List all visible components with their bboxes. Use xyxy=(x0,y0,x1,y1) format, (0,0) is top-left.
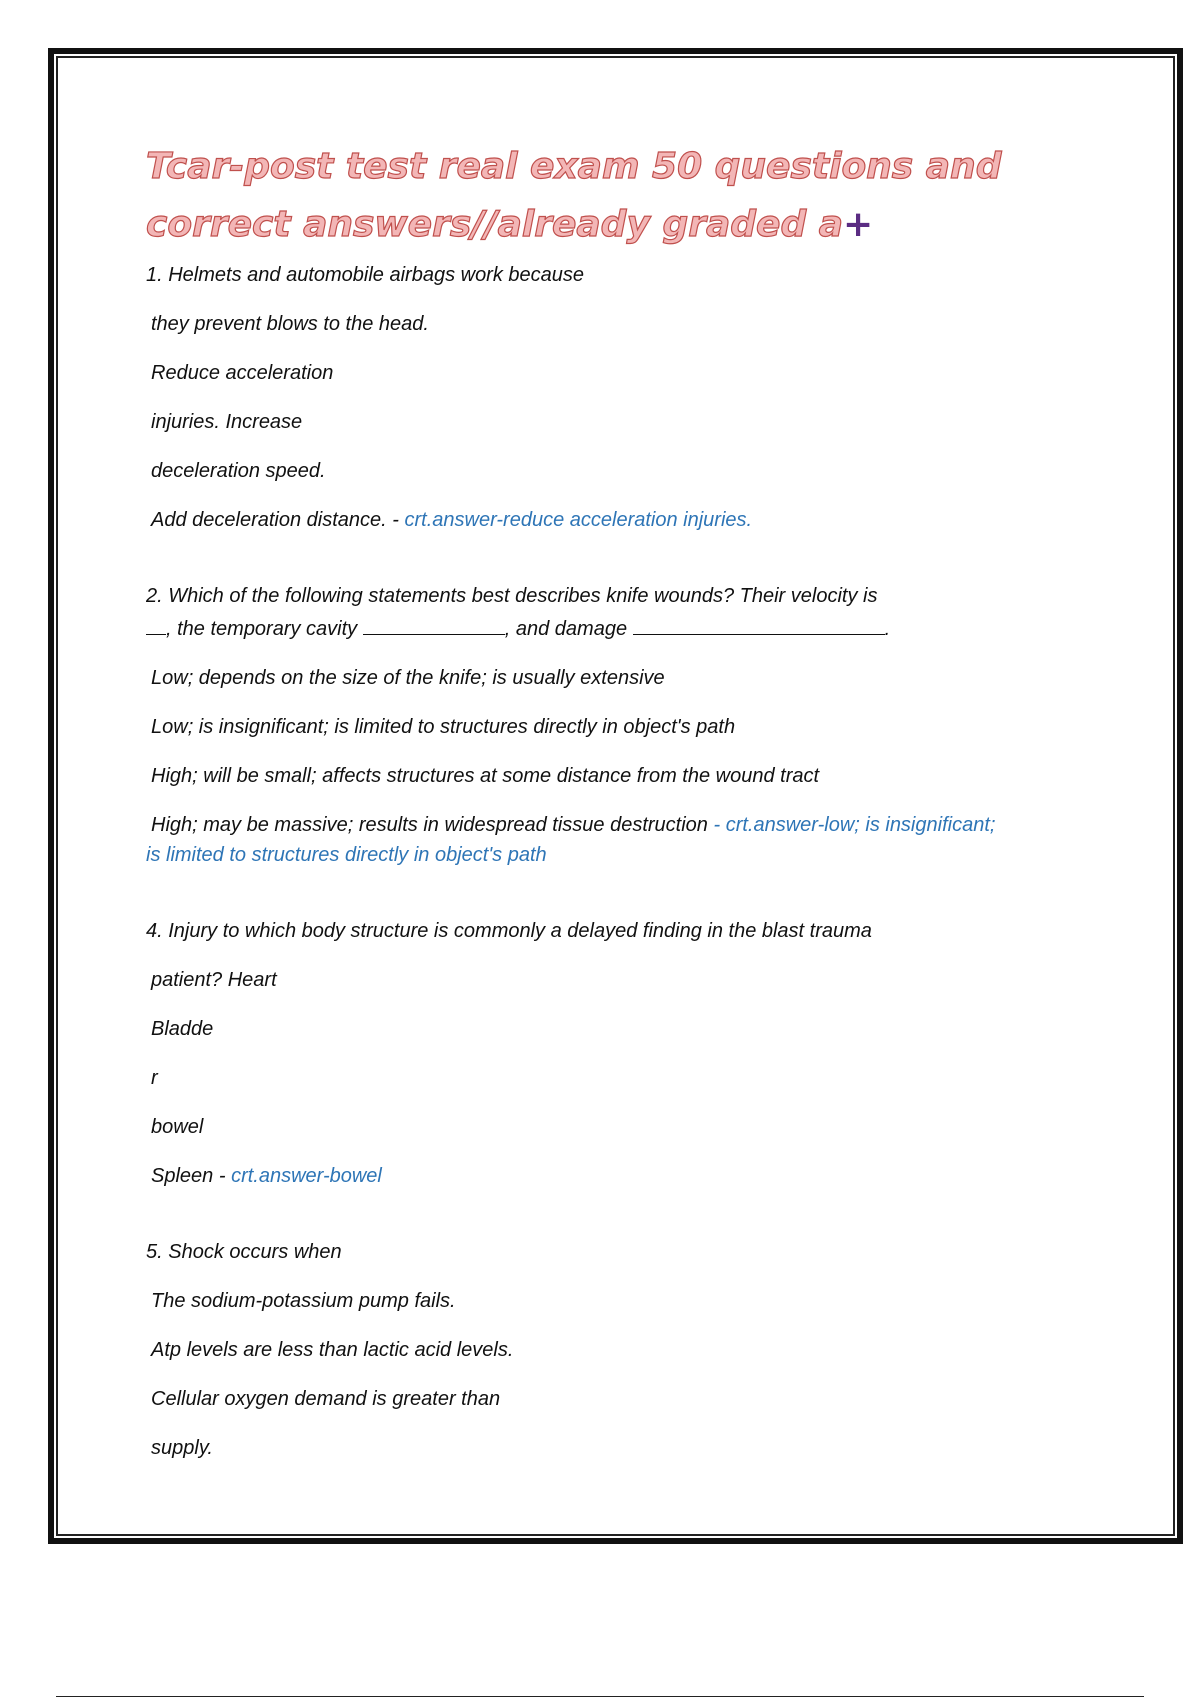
option-text: Add deceleration distance. - xyxy=(151,509,399,531)
answer-option-last xyxy=(146,505,1096,535)
correct-answer: crt.answer-bowel xyxy=(231,1165,382,1187)
correct-answer: - crt.answer-low; is insignificant; xyxy=(713,814,996,836)
answer-option-last xyxy=(146,810,1096,840)
option-text: Spleen - xyxy=(151,1165,226,1187)
blank-velocity xyxy=(146,618,166,635)
question-stem: 1. Helmets and automobile airbags work because xyxy=(146,264,585,286)
question-4 xyxy=(146,916,1096,1191)
correct-answer-continued: is limited to structures directly in object's path xyxy=(146,844,547,866)
answer-option: High; will be small; affects structures at some distance from the wound tract xyxy=(151,765,820,787)
stem-line-1: 2. Which of the following statements best describes knife wounds? Their velocity is xyxy=(146,585,878,607)
question-stem xyxy=(146,581,1096,644)
option-text: High; may be massive; results in widespread tissue destruction xyxy=(151,814,708,836)
stem-fragment: , and damage xyxy=(504,618,628,640)
stem-line-2 xyxy=(146,614,1096,644)
answer-option: injuries. Increase xyxy=(151,411,303,433)
title-plus: + xyxy=(843,204,874,245)
answer-option: Bladde xyxy=(151,1018,214,1040)
correct-answer: crt.answer-reduce acceleration injuries. xyxy=(404,509,753,531)
answer-option: deceleration speed. xyxy=(151,460,326,482)
question-2 xyxy=(146,581,1096,870)
question-5 xyxy=(146,1237,1096,1463)
answer-option: Reduce acceleration xyxy=(151,362,334,384)
answer-option: The sodium-potassium pump fails. xyxy=(151,1290,456,1312)
answer-option: Low; is insignificant; is limited to structures directly in object's path xyxy=(151,716,736,738)
answer-option-last xyxy=(146,1161,1096,1191)
answer-option: r xyxy=(151,1067,158,1089)
answer-option: Atp levels are less than lactic acid levels. xyxy=(151,1339,514,1361)
answer-option: Cellular oxygen demand is greater than xyxy=(151,1388,501,1410)
stem-fragment: , the temporary cavity xyxy=(166,618,358,640)
answer-option: supply. xyxy=(151,1437,213,1459)
question-stem: 4. Injury to which body structure is commonly a delayed finding in the blast trauma xyxy=(146,920,872,942)
question-stem: 5. Shock occurs when xyxy=(146,1241,342,1263)
title-text: Tcar-post test real exam 50 questions and correct answers//already graded a xyxy=(146,146,1002,245)
answer-option: Low; depends on the size of the knife; is usually extensive xyxy=(151,667,665,689)
answer-option: they prevent blows to the head. xyxy=(151,313,429,335)
document-title xyxy=(146,138,1096,254)
blank-cavity xyxy=(363,618,505,635)
answer-option: patient? Heart xyxy=(151,969,277,991)
answer-option: bowel xyxy=(151,1116,204,1138)
document-content xyxy=(146,138,1096,1530)
footer-rule xyxy=(56,1696,1144,1697)
stem-fragment: . xyxy=(884,618,891,640)
question-1 xyxy=(146,260,1096,535)
blank-damage xyxy=(633,618,885,635)
